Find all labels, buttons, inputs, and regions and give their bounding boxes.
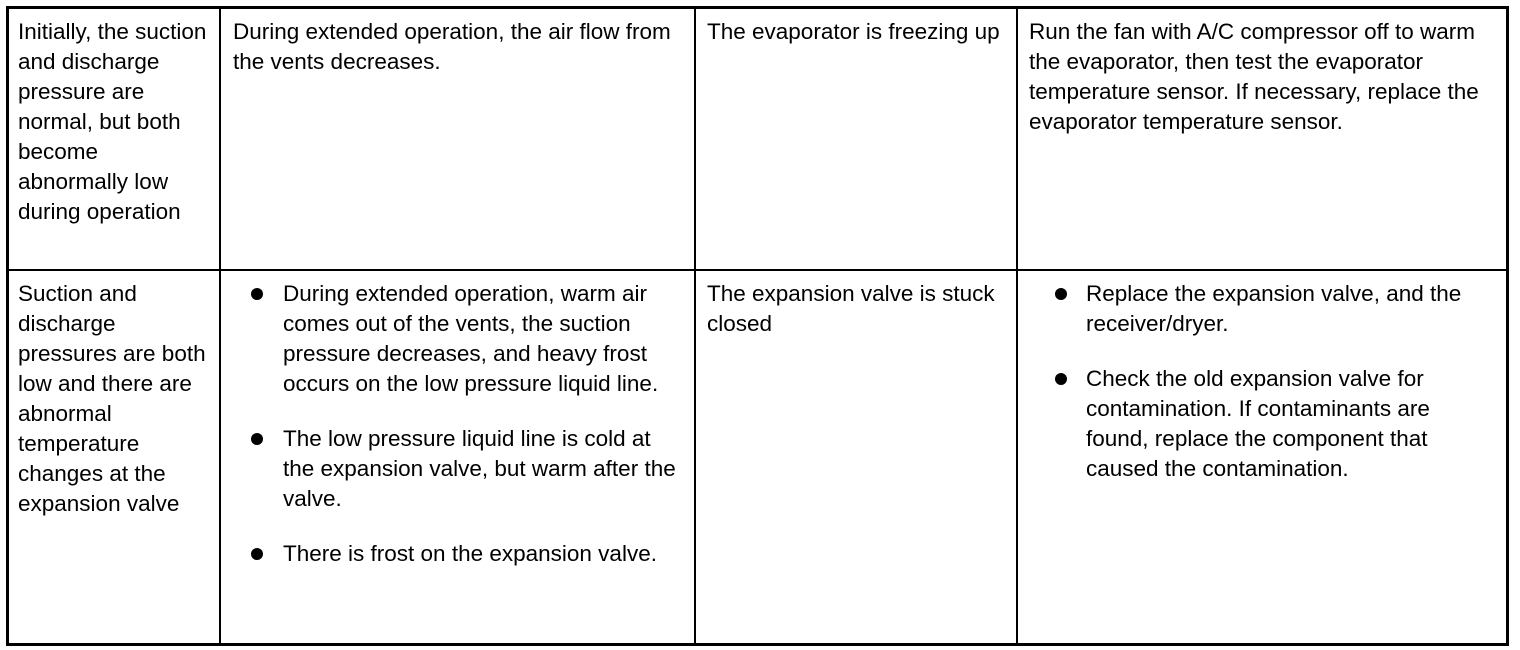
table-row (9, 9, 1506, 271)
bullet-icon (251, 433, 263, 445)
remedy-cell (1018, 271, 1506, 643)
condition-cell: Initially, the suction and discharge pressure are normal, but both become abnormally low during operation (9, 9, 221, 269)
list-item (233, 539, 684, 569)
bullet-icon (251, 288, 263, 300)
list-item (1029, 279, 1498, 339)
list-item-text: The low pressure liquid line is cold at the expansion valve, but warm after the valve. (283, 426, 676, 511)
list-item-text: There is frost on the expansion valve. (283, 541, 657, 566)
remedy-list (1029, 279, 1498, 484)
cause-cell: The evaporator is freezing up (696, 9, 1018, 269)
troubleshooting-table (6, 6, 1509, 646)
table-row (9, 271, 1506, 643)
list-item (233, 424, 684, 514)
cause-cell: The expansion valve is stuck closed (696, 271, 1018, 643)
list-item (233, 279, 684, 399)
list-item-text: Replace the expansion valve, and the receiver/dryer. (1086, 281, 1462, 336)
symptom-list (233, 279, 684, 569)
list-item-text: During extended operation, warm air comes out of the vents, the suction pressure decreases, and heavy frost occurs on the low pressure liquid line. (283, 281, 659, 396)
symptom-cell (221, 271, 696, 643)
bullet-icon (251, 548, 263, 560)
symptom-cell: During extended operation, the air flow from the vents decreases. (221, 9, 696, 269)
bullet-icon (1055, 288, 1067, 300)
list-item-text: Check the old expansion valve for contamination. If contaminants are found, replace the component that caused the contamination. (1086, 366, 1430, 481)
bullet-icon (1055, 373, 1067, 385)
remedy-cell: Run the fan with A/C compressor off to warm the evaporator, then test the evaporator temperature sensor. If necessary, replace the evaporator temperature sensor. (1029, 19, 1479, 134)
condition-cell: Suction and discharge pressures are both low and there are abnormal temperature changes at the expansion valve (9, 271, 221, 643)
list-item (1029, 364, 1498, 484)
